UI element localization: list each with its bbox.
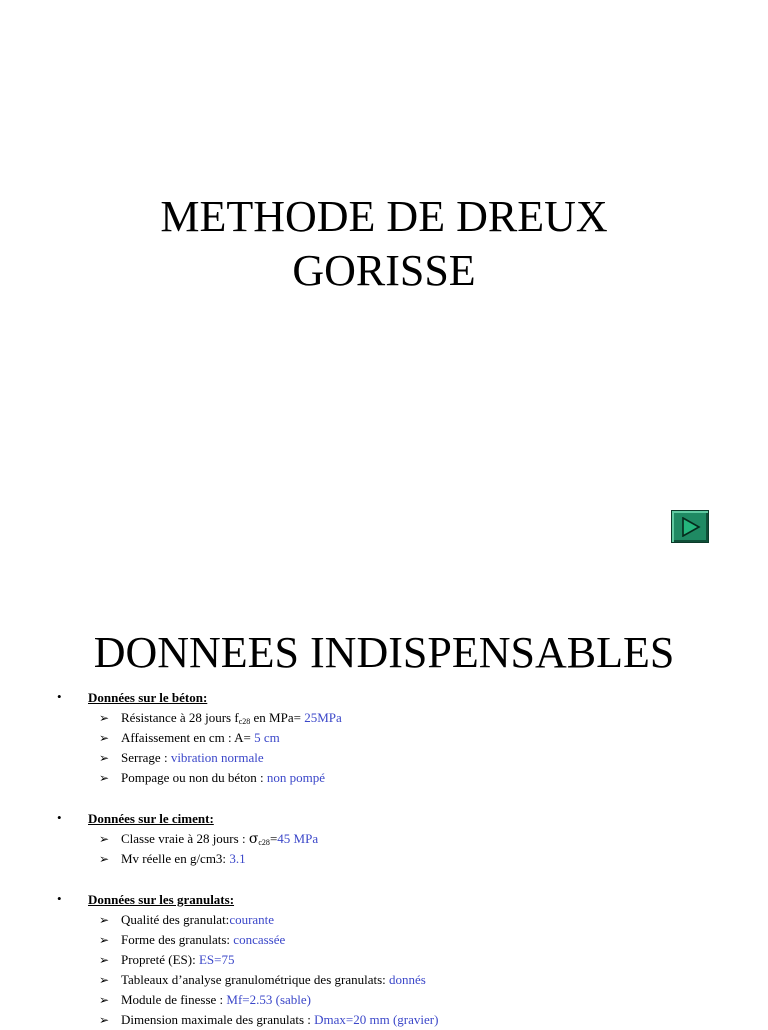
arrow-bullet-icon: ➢: [99, 913, 110, 927]
section-beton: [0, 688, 768, 788]
classe-label: Classe vraie à 28 jours :: [121, 831, 249, 846]
list-item-qualite: [0, 910, 768, 930]
list-item-module: [0, 990, 768, 1010]
arrow-bullet-icon: ➢: [99, 1013, 110, 1027]
forme-label: Forme des granulats:: [121, 932, 234, 947]
resistance-subscript: c28: [238, 717, 251, 726]
mv-value: 3.1: [229, 851, 246, 866]
list-item-classe: [0, 829, 768, 849]
resistance-unit: en MPa=: [250, 710, 305, 725]
arrow-bullet-icon: ➢: [99, 852, 110, 866]
resistance-label: Résistance à 28 jours f: [121, 710, 239, 725]
slide-title-methode: [0, 190, 768, 298]
dimension-value: Dmax=20 mm (gravier): [314, 1012, 439, 1027]
list-item-dimension: [0, 1010, 768, 1030]
arrow-bullet-icon: ➢: [99, 993, 110, 1007]
arrow-bullet-icon: ➢: [99, 953, 110, 967]
list-item-pompage: [0, 768, 768, 788]
list-item-proprete: [0, 950, 768, 970]
section-granulats: [0, 890, 768, 1030]
bullet-dot: •: [57, 810, 62, 825]
pompage-value: non pompé: [266, 770, 326, 785]
pompage-label: Pompage ou non du béton :: [121, 770, 267, 785]
arrow-bullet-icon: ➢: [99, 771, 110, 785]
affaissement-label: Affaissement en cm : A=: [121, 730, 255, 745]
serrage-value: vibration normale: [170, 750, 264, 765]
bullet-dot: •: [57, 891, 62, 906]
dimension-label: Dimension maximale des granulats :: [121, 1012, 315, 1027]
proprete-value: ES=75: [198, 952, 235, 967]
forme-value: concassée: [233, 932, 286, 947]
qualite-value: courante: [229, 912, 275, 927]
list-item-affaissement: [0, 728, 768, 748]
arrow-bullet-icon: ➢: [99, 711, 110, 725]
section-heading-granulats: Données sur les granulats:: [88, 892, 235, 907]
classe-subscript: c28: [258, 838, 270, 847]
play-arrow-icon: [681, 517, 701, 537]
list-item-serrage: [0, 748, 768, 768]
section-ciment: [0, 809, 768, 869]
proprete-label: Propreté (ES):: [121, 952, 199, 967]
sigma-symbol: σ: [248, 831, 259, 847]
arrow-bullet-icon: ➢: [99, 933, 110, 947]
affaissement-value: 5 cm: [254, 730, 280, 745]
classe-equals: =: [269, 831, 278, 846]
section-heading-beton: Données sur le béton:: [88, 690, 208, 705]
list-item-tableaux: [0, 970, 768, 990]
bullet-dot: •: [57, 689, 62, 704]
module-value: Mf=2.53 (sable): [226, 992, 312, 1007]
arrow-bullet-icon: ➢: [99, 973, 110, 987]
module-label: Module de finesse :: [121, 992, 227, 1007]
arrow-bullet-icon: ➢: [99, 832, 110, 846]
tableaux-label: Tableaux d’analyse granulométrique des granulats:: [121, 972, 390, 987]
serrage-label: Serrage :: [121, 750, 171, 765]
title-line-2: GORISSE: [292, 246, 476, 295]
arrow-bullet-icon: ➢: [99, 751, 110, 765]
mv-label: Mv réelle en g/cm3:: [121, 851, 230, 866]
list-item-resistance: [0, 708, 768, 728]
title-line-1: METHODE DE DREUX: [160, 192, 608, 241]
next-slide-button[interactable]: [671, 510, 709, 543]
classe-value: 45 MPa: [277, 831, 319, 846]
list-item-mv: [0, 849, 768, 869]
section-heading-ciment: Données sur le ciment:: [88, 811, 214, 826]
slide-title-donnees: DONNEES INDISPENSABLES: [93, 628, 675, 677]
qualite-label: Qualité des granulat:: [121, 912, 230, 927]
arrow-bullet-icon: ➢: [99, 731, 110, 745]
list-item-forme: [0, 930, 768, 950]
tableaux-value: donnés: [389, 972, 426, 987]
resistance-value: 25MPa: [304, 710, 342, 725]
